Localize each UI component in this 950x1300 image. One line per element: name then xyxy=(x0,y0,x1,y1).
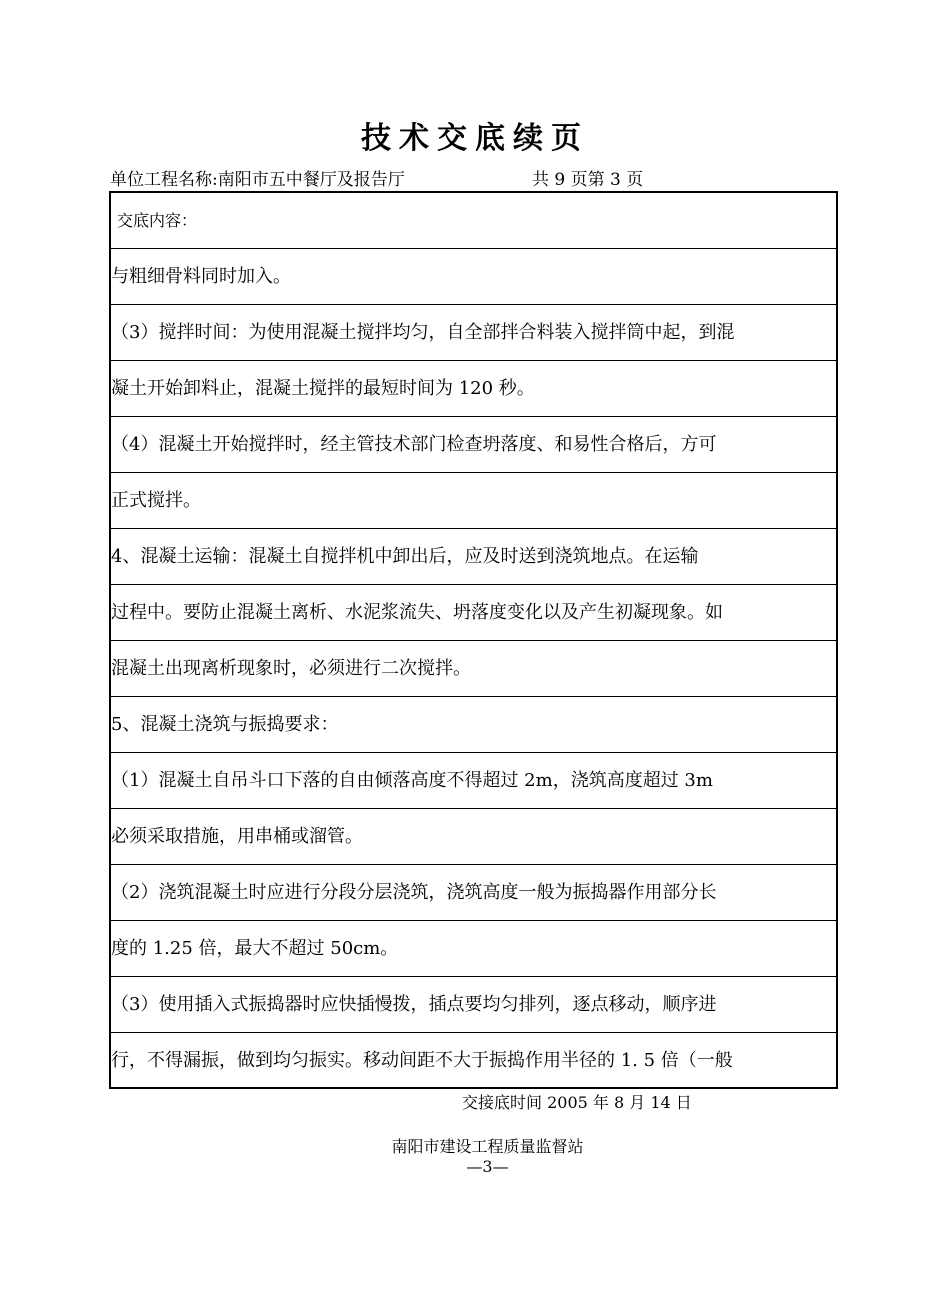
unit-info-line xyxy=(110,168,644,192)
content-line: （3）搅拌时间：为使用混凝土搅拌均匀，自全部拌合料装入搅拌筒中起，到混 xyxy=(111,305,836,361)
document-title: 技术交底续页 xyxy=(361,121,589,156)
content-line: 必须采取措施，用串桶或溜管。 xyxy=(111,809,836,865)
content-line: 过程中。要防止混凝土离析、水泥浆流失、坍落度变化以及产生初凝现象。如 xyxy=(111,585,836,641)
page-info: 共 9 页第 3 页 xyxy=(532,170,644,190)
page-number: —3— xyxy=(466,1157,509,1176)
content-line: 混凝土出现离析现象时，必须进行二次搅拌。 xyxy=(111,641,836,697)
content-line: （2）浇筑混凝土时应进行分段分层浇筑，浇筑高度一般为振捣器作用部分长 xyxy=(111,865,836,921)
content-line: （4）混凝土开始搅拌时，经主管技术部门检查坍落度、和易性合格后，方可 xyxy=(111,417,836,473)
handover-date: 交接底时间 2005 年 8 月 14 日 xyxy=(462,1093,692,1112)
content-line: 与粗细骨料同时加入。 xyxy=(111,249,836,305)
unit-name: 南阳市五中餐厅及报告厅 xyxy=(217,170,405,190)
content-line: 5、混凝土浇筑与振捣要求： xyxy=(111,697,836,753)
content-line: 正式搅拌。 xyxy=(111,473,836,529)
unit-label: 单位工程名称: xyxy=(110,170,218,190)
content-line: 凝土开始卸料止，混凝土搅拌的最短时间为 120 秒。 xyxy=(111,361,836,417)
content-line: 度的 1.25 倍，最大不超过 50cm。 xyxy=(111,921,836,977)
content-line: （1）混凝土自吊斗口下落的自由倾落高度不得超过 2m，浇筑高度超过 3m xyxy=(111,753,836,809)
content-label: 交底内容： xyxy=(111,193,836,249)
content-table xyxy=(109,191,838,1089)
organization-name: 南阳市建设工程质量监督站 xyxy=(391,1137,584,1156)
content-line: 行，不得漏振，做到均匀振实。移动间距不大于振捣作用半径的 1. 5 倍（一般 xyxy=(111,1050,733,1071)
content-line: 4、混凝土运输：混凝土自搅拌机中卸出后，应及时送到浇筑地点。在运输 xyxy=(111,529,836,585)
content-line: （3）使用插入式振捣器时应快插慢拨，插点要均匀排列，逐点移动，顺序进 xyxy=(111,977,836,1033)
